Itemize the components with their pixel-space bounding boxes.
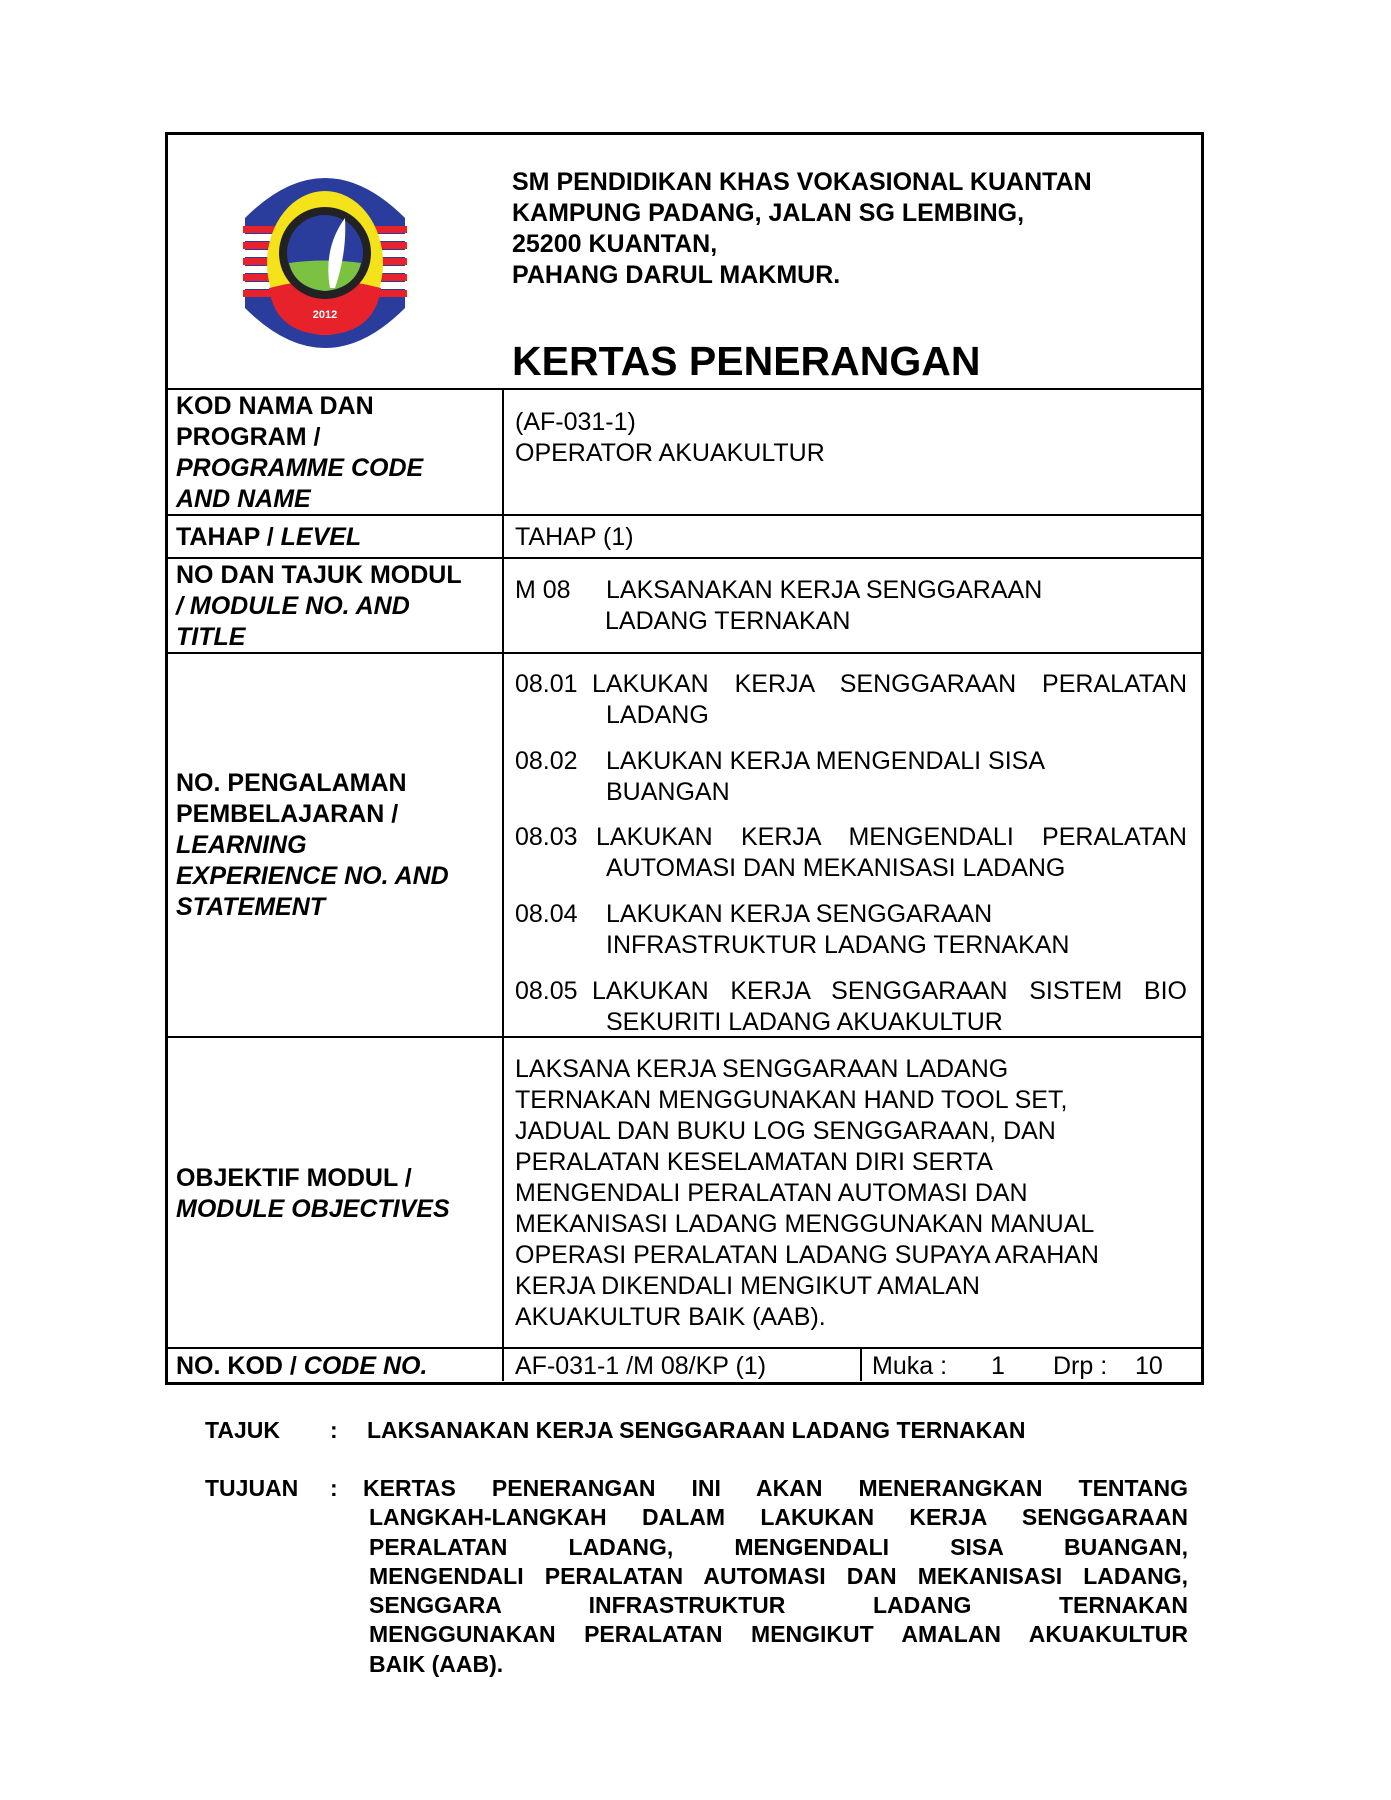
experience-statement: INFRASTRUKTUR LADANG TERNAKAN <box>606 931 1070 959</box>
tujuan-line: MENGGUNAKAN PERALATAN MENGIKUT AMALAN AKUAKULTUR <box>369 1621 1188 1648</box>
objectives-line: JADUAL DAN BUKU LOG SENGGARAAN, DAN <box>515 1117 1056 1145</box>
module-title: LAKSANAKAN KERJA SENGGARAAN <box>606 576 1043 604</box>
page-label: Muka : <box>872 1352 948 1380</box>
experience-statement: LAKUKAN KERJA SENGGARAAN PERALATAN <box>592 670 1187 698</box>
tujuan-line: BAIK (AAB). <box>369 1650 504 1677</box>
programme-label: KOD NAMA DAN <box>176 392 374 420</box>
divider <box>165 514 1204 516</box>
experience-label: NO. PENGALAMAN <box>176 769 407 797</box>
column-divider <box>860 1348 862 1381</box>
school-address: 25200 KUANTAN, <box>512 230 718 258</box>
code-label <box>176 1351 427 1382</box>
school-logo <box>235 158 415 368</box>
level-label-text: TAHAP / <box>176 523 281 551</box>
tujuan-line: MENGENDALI PERALATAN AUTOMASI DAN MEKANISASI LADANG, <box>369 1562 1188 1589</box>
experience-label: STATEMENT <box>176 893 326 921</box>
module-code: M 08 <box>515 576 571 604</box>
programme-code: (AF-031-1) <box>515 408 636 436</box>
experience-statement: LAKUKAN KERJA MENGENDALI PERALATAN <box>596 823 1187 851</box>
divider <box>165 388 1204 390</box>
tujuan-text <box>363 1474 1188 1679</box>
objectives-text <box>515 1054 1099 1333</box>
colon: : <box>330 1475 338 1501</box>
programme-label: PROGRAMME CODE <box>176 454 424 482</box>
divider <box>165 652 1204 654</box>
objectives-line: KERJA DIKENDALI MENGIKUT AMALAN <box>515 1272 980 1300</box>
module-label: NO DAN TAJUK MODUL <box>176 561 462 589</box>
divider <box>165 1347 1204 1349</box>
experience-statement: SEKURITI LADANG AKUAKULTUR <box>606 1008 1003 1036</box>
experience-statement: LAKUKAN KERJA MENGENDALI SISA <box>606 747 1046 775</box>
tujuan-line: LANGKAH-LANGKAH DALAM LAKUKAN KERJA SENGGARAAN <box>369 1504 1188 1531</box>
level-label <box>176 522 361 553</box>
experience-no: 08.03 <box>515 823 578 851</box>
objectives-line: MENGENDALI PERALATAN AUTOMASI DAN <box>515 1179 1028 1207</box>
tajuk-label: TAJUK <box>205 1417 280 1443</box>
colon: : <box>330 1417 338 1443</box>
experience-statement: BUANGAN <box>606 778 730 806</box>
school-address: PAHANG DARUL MAKMUR. <box>512 261 841 289</box>
experience-no: 08.05 <box>515 977 578 1005</box>
tujuan-label: TUJUAN <box>205 1475 299 1501</box>
level-value: TAHAP (1) <box>515 523 634 551</box>
tujuan-line: PERALATAN LADANG, MENGENDALI SISA BUANGAN, <box>369 1533 1188 1560</box>
objectives-line: OPERASI PERALATAN LADANG SUPAYA ARAHAN <box>515 1241 1099 1269</box>
total-pages-label: Drp : <box>1053 1352 1108 1380</box>
logo-year: 2012 <box>312 309 338 321</box>
objectives-label: MODULE OBJECTIVES <box>176 1195 450 1223</box>
module-label: TITLE <box>176 623 246 651</box>
tujuan-line: KERTAS PENERANGAN INI AKAN MENERANGKAN TENTANG <box>363 1475 1188 1501</box>
objectives-line: LAKSANA KERJA SENGGARAAN LADANG <box>515 1055 1009 1083</box>
experience-no: 08.02 <box>515 747 578 775</box>
code-value: AF-031-1 /M 08/KP (1) <box>515 1352 767 1380</box>
module-label: / MODULE NO. AND <box>176 592 410 620</box>
programme-label: PROGRAM / <box>176 423 321 451</box>
experience-statement: LAKUKAN KERJA SENGGARAAN <box>606 900 993 928</box>
module-title: LADANG TERNAKAN <box>605 607 851 635</box>
experience-no: 08.01 <box>515 670 578 698</box>
code-label-text: NO. KOD / <box>176 1352 304 1380</box>
document-title: KERTAS PENERANGAN <box>512 338 981 384</box>
code-label-italic: CODE NO. <box>303 1352 428 1380</box>
objectives-line: PERALATAN KESELAMATAN DIRI SERTA <box>515 1148 993 1176</box>
objectives-label: OBJEKTIF MODUL / <box>176 1164 412 1192</box>
tujuan-line: SENGGARA INFRASTRUKTUR LADANG TERNAKAN <box>369 1592 1188 1619</box>
page-number: 1 <box>991 1352 1005 1380</box>
experience-statement: LAKUKAN KERJA SENGGARAAN SISTEM BIO <box>592 977 1187 1005</box>
experience-statement: LADANG <box>606 701 709 729</box>
tajuk-value: LAKSANAKAN KERJA SENGGARAAN LADANG TERNAKAN <box>367 1417 1026 1443</box>
experience-statement: AUTOMASI DAN MEKANISASI LADANG <box>606 854 1066 882</box>
experience-label: LEARNING <box>176 831 307 859</box>
divider <box>165 557 1204 559</box>
school-address: KAMPUNG PADANG, JALAN SG LEMBING, <box>512 199 1025 227</box>
total-pages: 10 <box>1135 1352 1163 1380</box>
level-label-italic: LEVEL <box>280 523 362 551</box>
experience-label: EXPERIENCE NO. AND <box>176 862 449 890</box>
objectives-line: TERNAKAN MENGGUNAKAN HAND TOOL SET, <box>515 1086 1068 1114</box>
programme-name: OPERATOR AKUAKULTUR <box>515 439 825 467</box>
experience-no: 08.04 <box>515 900 578 928</box>
objectives-line: AKUAKULTUR BAIK (AAB). <box>515 1303 826 1331</box>
column-divider <box>502 389 504 1381</box>
objectives-line: MEKANISASI LADANG MENGGUNAKAN MANUAL <box>515 1210 1095 1238</box>
experience-label: PEMBELAJARAN / <box>176 800 399 828</box>
programme-label: AND NAME <box>176 485 311 513</box>
school-name: SM PENDIDIKAN KHAS VOKASIONAL KUANTAN <box>512 168 1092 196</box>
